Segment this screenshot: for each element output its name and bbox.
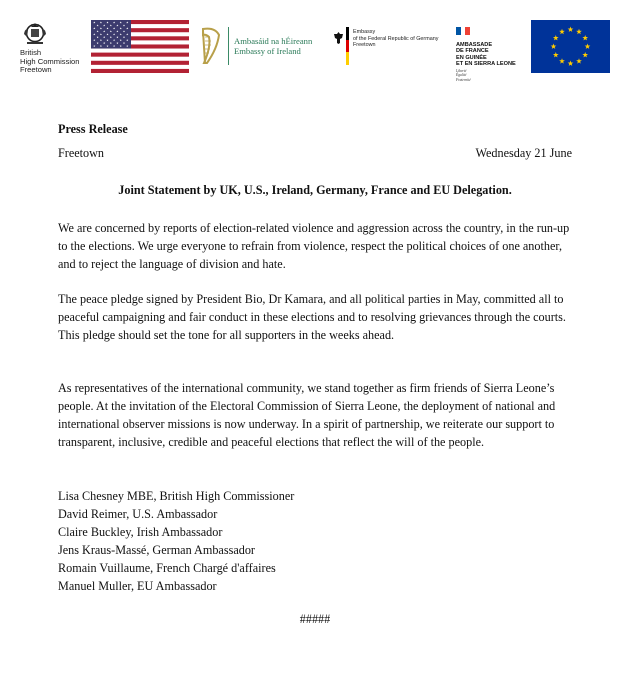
french-embassy-line-1: AMBASSADE	[456, 42, 493, 48]
british-high-commission-logo	[20, 20, 88, 75]
paragraph: As representatives of the international community, we stand together as firm friends of Sierra Leone’s people. At the invitation of the Electoral Commission of Sierra Leone, the deployment of national and international observer missions is now underway. In a spirit of partnership, we reiterate our support to transparent, inclusive, credible and peaceful elections that reflect the will of the people.	[58, 381, 556, 449]
german-embassy-line-1: Embassy	[353, 29, 376, 35]
signatory: David Reimer, U.S. Ambassador	[58, 507, 218, 522]
german-flag-stripe	[346, 27, 349, 65]
bhc-line-3: Freetown	[20, 65, 52, 75]
press-release-label: Press Release	[58, 122, 128, 136]
french-embassy-line-3: EN GUINÉE	[456, 54, 487, 61]
statement-title: Joint Statement by UK, U.S., Ireland, Germany, France and EU Delegation.	[118, 183, 512, 197]
embassy-of-ireland-logo	[197, 25, 322, 69]
release-date: Wednesday 21 June	[475, 146, 572, 160]
bhc-line-1: British	[20, 48, 42, 57]
signatory-list	[58, 487, 294, 596]
letterhead-logos	[0, 0, 630, 80]
motto-fraternite: Fraternité	[456, 77, 471, 82]
ireland-english-name: Embassy of Ireland	[234, 46, 301, 56]
signatory: Claire Buckley, Irish Ambassador	[58, 525, 223, 540]
us-flag-icon	[91, 20, 189, 73]
french-embassy-logo	[456, 22, 526, 82]
paragraph: We are concerned by reports of election-related violence and aggression across the country, in the run-up to the elections. We urge everyone to refrain from violence, respect the political choices of one another, and to reject the language of division and hate.	[58, 221, 570, 271]
motto-egalite: Égalité	[456, 73, 467, 78]
german-embassy-logo	[331, 26, 449, 66]
signatory: Romain Vuillaume, French Chargé d'affaires	[58, 561, 276, 576]
french-embassy-line-2: DE FRANCE	[456, 48, 489, 55]
location: Freetown	[58, 146, 105, 160]
german-embassy-line-2: of the Federal Republic of Germany	[353, 35, 439, 42]
eagle-icon	[333, 31, 344, 45]
signatory: Lisa Chesney MBE, British High Commissioner	[58, 489, 295, 503]
signatory: Manuel Muller, EU Ambassador	[58, 579, 217, 594]
harp-icon	[197, 25, 225, 67]
royal-crest-icon	[22, 20, 48, 46]
motto-liberte: Liberté	[456, 69, 467, 74]
french-embassy-line-4: ET EN SIERRA LEONE	[456, 60, 516, 67]
signatory: Jens Kraus-Massé, German Ambassador	[58, 543, 255, 558]
bhc-line-2: High Commission	[20, 56, 80, 66]
ireland-irish-name: Ambasáid na hÉireann	[234, 36, 313, 46]
marianne-icon	[456, 27, 470, 35]
german-embassy-line-3: Freetown	[353, 42, 376, 49]
paragraph: The peace pledge signed by President Bio, Dr Kamara, and all political parties in May, committed all to peaceful campaigning and fair conduct in these elections and to resolving grievances through the courts. This pledge should set the tone for all supporters in the weeks ahead.	[58, 292, 566, 342]
eu-flag-icon	[531, 20, 610, 73]
end-mark: #####	[299, 612, 331, 626]
divider	[228, 27, 229, 65]
